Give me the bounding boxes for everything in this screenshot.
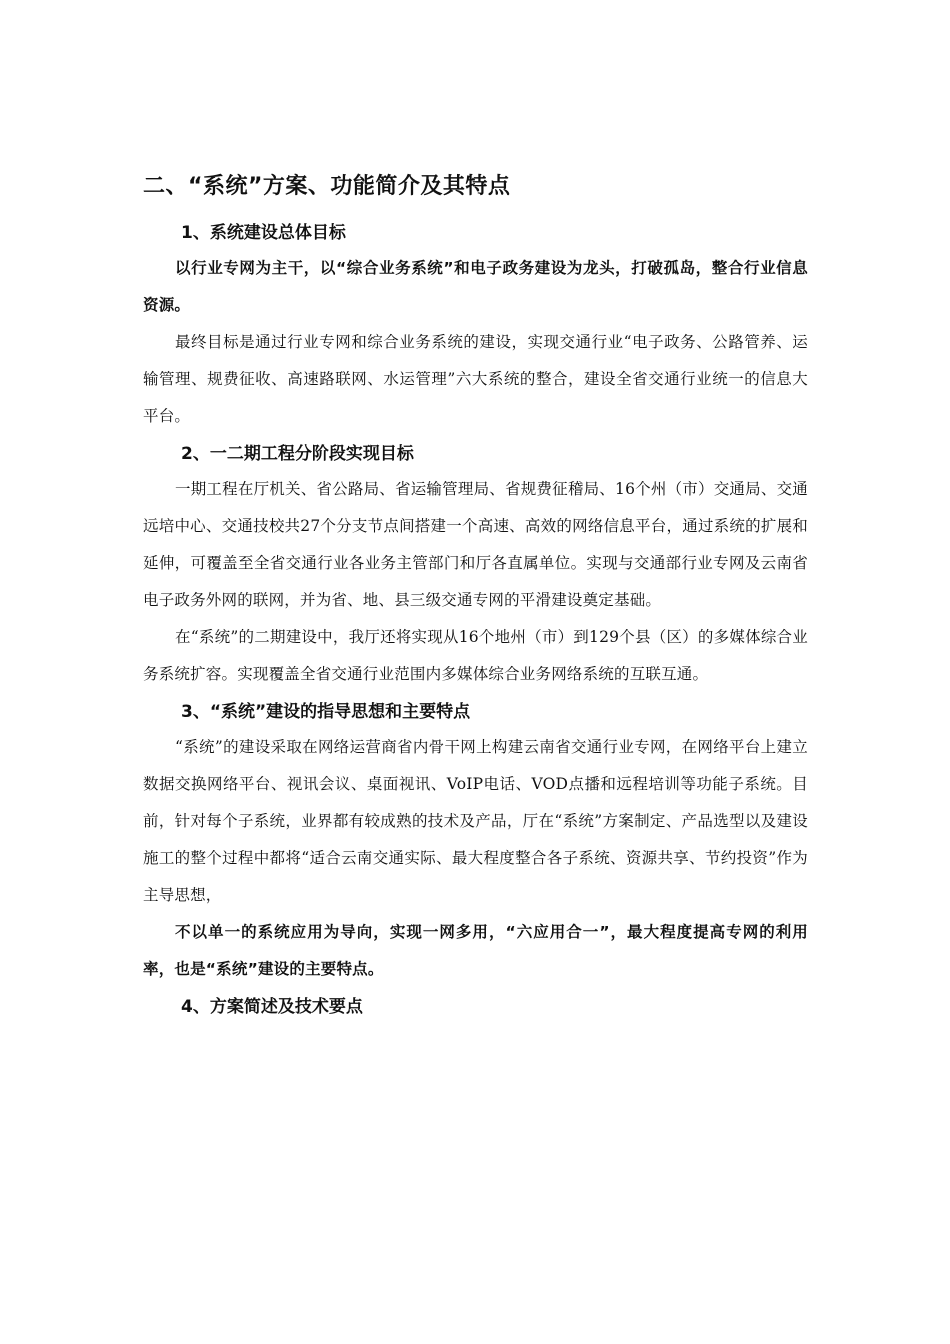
paragraph-goal-final: 最终目标是通过行业专网和综合业务系统的建设，实现交通行业“电子政务、公路管养、运输管理、规费征收、高速路联网、水运管理”六大系统的整合，建设全省交通行业统一的信息大平台。 (143, 333, 808, 425)
subsection-heading-2: 2、一二期工程分阶段实现目标 (181, 444, 414, 464)
paragraph-goal-bold: 以行业专网为主干，以“综合业务系统”和电子政务建设为龙头，打破孤岛，整合行业信息资源。 (143, 259, 808, 314)
section-title: 二、“系统”方案、功能简介及其特点 (143, 174, 511, 199)
paragraph-main-feature-bold: 不以单一的系统应用为导向，实现一网多用，“六应用合一”，最大程度提高专网的利用率，也是“系统”建设的主要特点。 (143, 923, 808, 978)
subsection-heading-1: 1、系统建设总体目标 (181, 223, 346, 243)
subsection-heading-4: 4、方案简述及技术要点 (181, 997, 363, 1017)
subsection-heading-3: 3、“系统”建设的指导思想和主要特点 (181, 702, 471, 722)
paragraph-phase-two: 在“系统”的二期建设中，我厅还将实现从16个地州（市）到129个县（区）的多媒体综合业务系统扩容。实现覆盖全省交通行业范围内多媒体综合业务网络系统的互联互通。 (143, 628, 808, 683)
document-content (143, 170, 808, 1024)
paragraph-guiding-thought: “系统”的建设采取在网络运营商省内骨干网上构建云南省交通行业专网，在网络平台上建立数据交换网络平台、视讯会议、桌面视讯、VoIP电话、VOD点播和远程培训等功能子系统。目前，针对每个子系统，业界都有较成熟的技术及产品，厅在“系统”方案制定、产品选型以及建设施工的整个过程中都将“适合云南交通实际、最大程度整合各子系统、资源共享、节约投资”作为主导思想， (143, 738, 808, 904)
paragraph-phase-one: 一期工程在厅机关、省公路局、省运输管理局、省规费征稽局、16个州（市）交通局、交通远培中心、交通技校共27个分支节点间搭建一个高速、高效的网络信息平台，通过系统的扩展和延伸，可覆盖至全省交通行业各业务主管部门和厅各直属单位。实现与交通部行业专网及云南省电子政务外网的联网，并为省、地、县三级交通专网的平滑建设奠定基础。 (143, 480, 808, 609)
